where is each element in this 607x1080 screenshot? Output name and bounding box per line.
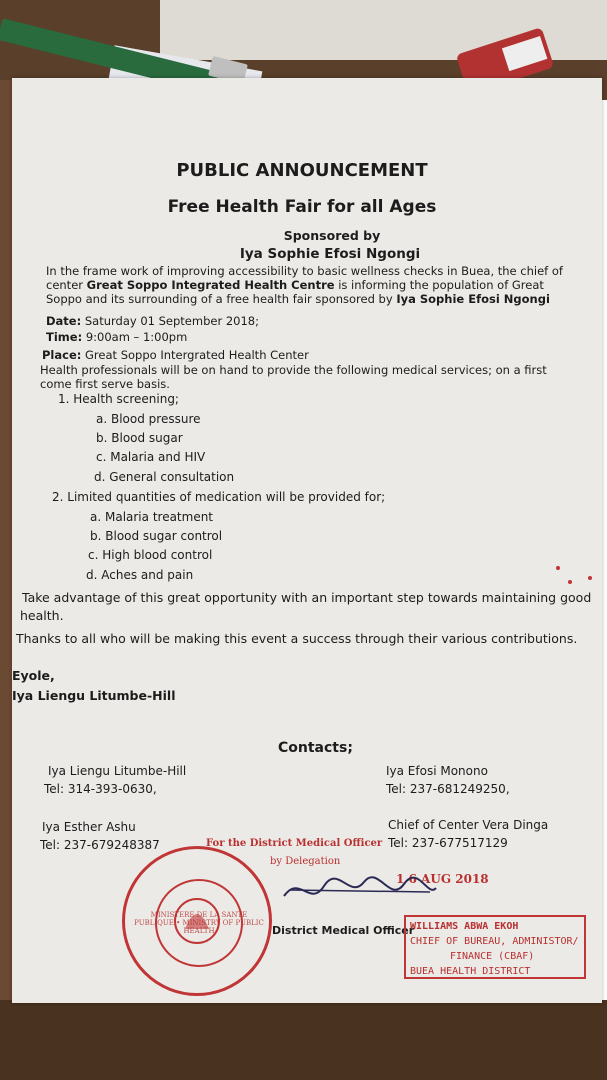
rect-stamp-line: FINANCE (CBAF) [450,951,535,962]
list2-item: a. Malaria treatment [90,510,214,524]
dmo-label: District Medical Officer [272,924,415,937]
signoff-greeting: Eyole, [12,668,55,683]
dmo-stamp-line: For the District Medical Officer [206,838,383,849]
ink-dot [556,566,560,570]
list1-title: 1. Health screening; [58,392,179,406]
handwritten-signature [280,870,440,910]
contact-name: Iya Liengu Litumbe-Hill [48,764,187,778]
time-line: Time: 9:00am – 1:00pm [46,330,188,344]
list2-item: b. Blood sugar control [90,529,223,543]
announcement-title: PUBLIC ANNOUNCEMENT [176,160,428,181]
desk-background-bottom [0,1000,607,1080]
list2-title: 2. Limited quantities of medication will be provided for; [52,490,386,504]
list1-item: c. Malaria and HIV [96,450,206,464]
round-stamp-text: MINISTERE DE LA SANTE PUBLIQUE • MINISTRY OF PUBLIC HEALTH [134,911,264,935]
place-line: Place: Great Soppo Intergrated Health Center [42,348,309,362]
contact-name: Chief of Center Vera Dinga [388,818,549,832]
services-intro-line1: Health professionals will be on hand to provide the following medical services; on a first [40,363,547,377]
contacts-title: Contacts; [278,740,353,756]
signoff-name: Iya Liengu Litumbe-Hill [12,688,176,703]
contact-tel: Tel: 314-393-0630, [44,782,157,796]
list2-item: d. Aches and pain [86,568,194,582]
intro-paragraph: In the frame work of improving accessibility to basic wellness checks in Buea, the chief of center Great Soppo Integrated Health Centre is informing the population of Great Soppo and its surrounding of a free health fair sponsored by Iya Sophie Efosi Ngongi [46,264,563,306]
delegation-stamp: by Delegation [270,856,341,867]
sponsor-name: Iya Sophie Efosi Ngongi [239,246,421,262]
contact-tel: Tel: 237-681249250, [386,782,510,796]
announcement-subtitle: Free Health Fair for all Ages [167,197,437,217]
rect-stamp-line: BUEA HEALTH DISTRICT [410,966,531,977]
contact-name: Iya Efosi Monono [386,764,488,778]
official-rect-stamp [404,915,586,979]
stamp-date: 1 6 AUG 2018 [396,872,489,886]
ink-dot [588,576,592,580]
sponsored-label: Sponsored by [283,228,381,243]
list1-item: b. Blood sugar [96,431,183,445]
date-line: Date: Saturday 01 September 2018; [46,314,259,328]
barcode-label [502,36,547,71]
list2-item: c. High blood control [88,548,213,562]
rect-stamp-line: WILLIAMS ABWA EKOH [410,921,519,932]
closing-line3: Thanks to all who will be making this event a success through their various contributions. [16,631,578,646]
contact-name: Iya Esther Ashu [42,820,136,834]
closing-line1: Take advantage of this great opportunity with an important step towards maintaining good [22,590,592,605]
list1-item: a. Blood pressure [96,412,201,426]
ink-dot [568,580,572,584]
list1-item: d. General consultation [94,470,235,484]
closing-line2: health. [20,608,64,623]
contact-tel: Tel: 237-679248387 [40,838,160,852]
services-intro-line2: come first serve basis. [40,377,170,391]
rect-stamp-line: CHIEF OF BUREAU, ADMINISTOR/ [410,936,579,947]
contact-tel: Tel: 237-677517129 [388,836,508,850]
official-round-stamp [122,846,272,996]
